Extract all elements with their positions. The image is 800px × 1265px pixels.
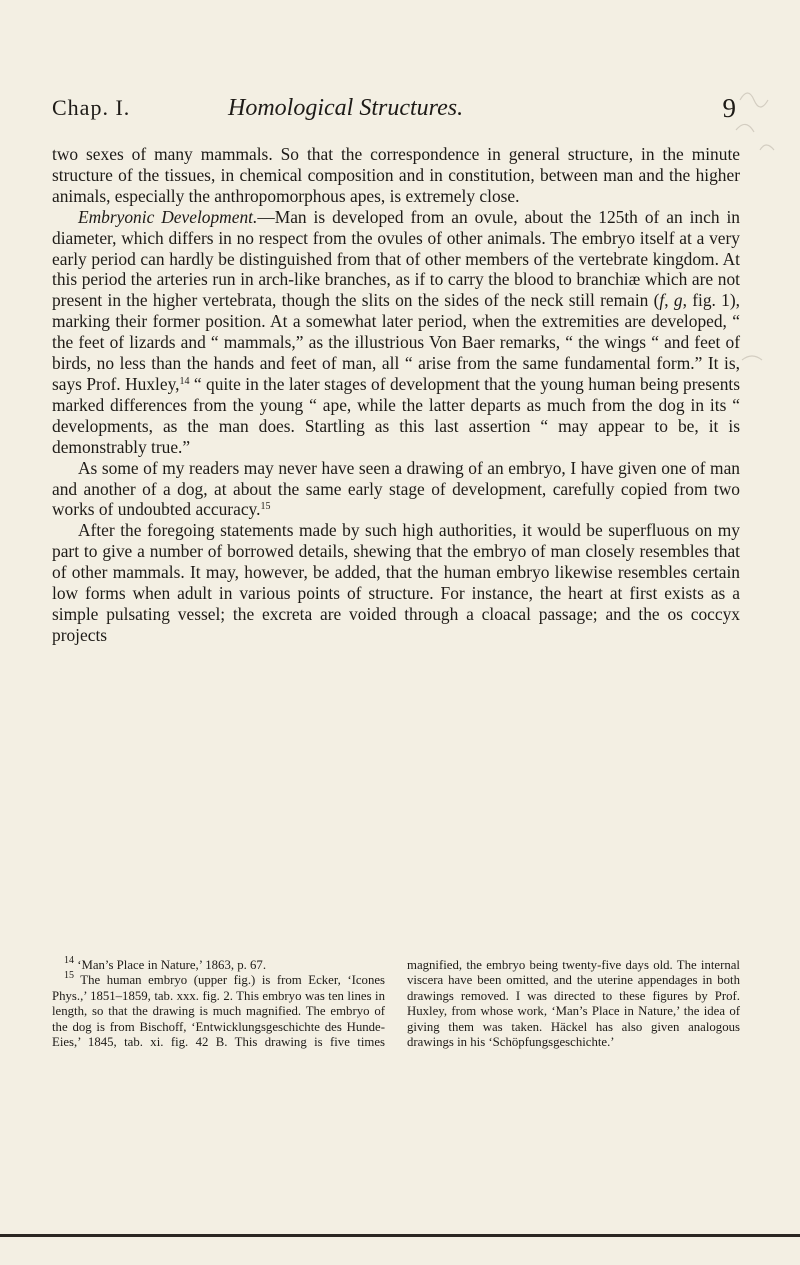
footnote-ref-15[interactable]: 15 <box>260 501 271 513</box>
paragraph-1-text: two sexes of many mammals. So that the correspondence in general structure, in the minute structure of the tissues, in chemical composition and in constitution, between man and the higher animals, especially the anthropomorphous apes, is extremely close. <box>52 144 740 206</box>
paragraph-2-comma: , <box>664 290 674 311</box>
paragraph-2-text-a: —Man is developed from an ovule, about the 125th of an inch in diameter, which differs in no respect from the ovules of other animals. The embryo itself at a very early period can hardly be distinguished from that of other members of the vertebrate kingdom. At this period the arteries run in arch-like branches, as if to carry the blood to branchiæ which are not present in the higher vertebrata, though the slits on the sides of the neck still remain ( <box>52 206 740 311</box>
page-bottom-edge <box>0 1234 800 1237</box>
footnote-14 <box>52 955 385 973</box>
figure-letter-f: f <box>659 290 665 311</box>
footnote-15-text: The human embryo (upper fig.) is from Ecker, ‘Icones Phys.,’ 1851–1859, tab. xxx. fig. 2. This embryo was ten lines in length, so that the drawing is much magnified. The embryo of the dog is from Bischoff, ‘Entwicklungsgeschichte des Hunde-Eies,’ 1845, tab. xi. fig. 42 B. This drawing is five times magnified, the embryo being twenty-five days old. The internal viscera have been omitted, and the uterine appendages in both drawings removed. I was directed to these figures by Prof. Huxley, from whose work, ‘Man’s Place in Nature,’ the idea of giving them was taken. Häckel has also given analogous drawings in his ‘Schöpfungsgeschichte.’ <box>52 958 740 1050</box>
section-heading-embryonic: Embryonic Development. <box>78 206 258 227</box>
paragraph-2 <box>52 207 740 458</box>
footnote-ref-14[interactable]: 14 <box>179 375 190 387</box>
chapter-label: Chap. I. <box>52 95 131 120</box>
footnote-14-text: ‘Man’s Place in Nature,’ 1863, p. 67. <box>74 958 267 972</box>
paragraph-2-text-c: “ quite in the later stages of development that the young human being presents marked differences from the young “ ape, while the latter departs as much from the dog in its “ developments, as the man does. Startling as this last assertion “ may appear to be, it is demonstrably true.” <box>52 373 741 457</box>
running-title: Homological Structures. <box>228 95 464 121</box>
main-text <box>52 144 740 646</box>
footnote-mark-14: 14 <box>64 955 74 966</box>
paragraph-4-text: After the foregoing statements made by such high authorities, it would be superfluous on my part to give a number of borrowed details, shewing that the embryo of man closely resembles that of other mammals. It may, however, be added, that the human embryo likewise resembles certain low forms when adult in various points of structure. For instance, the heart at first exists as a simple pulsating vessel; the excreta are voided through a cloacal passage; and the os coccyx projects <box>52 520 740 645</box>
footnote-mark-15: 15 <box>64 970 74 982</box>
page-header <box>52 95 740 131</box>
paragraph-4 <box>52 520 740 645</box>
paragraph-3-text: As some of my readers may never have seen a drawing of an embryo, I have given one of man and another of a dog, at about the same early stage of development, carefully copied from two works of undoubted accuracy. <box>52 457 740 520</box>
paragraph-2-text-b: , fig. 1), marking their former position. At a somewhat later period, when the extremities are developed, “ the feet of lizards and “ mammals,” as the illustrious Von Baer remarks, “ the wings “ and feet of birds, no less than the hands and feet of man, all “ arise from the same fundamental form.” It is, says Prof. Huxley, <box>52 290 740 394</box>
paragraph-1 <box>52 144 740 207</box>
show-through-marks <box>730 60 800 400</box>
figure-letter-g: g <box>673 290 683 311</box>
footnotes <box>52 955 740 1050</box>
page-number: 9 <box>722 93 736 123</box>
paragraph-3 <box>52 458 740 521</box>
